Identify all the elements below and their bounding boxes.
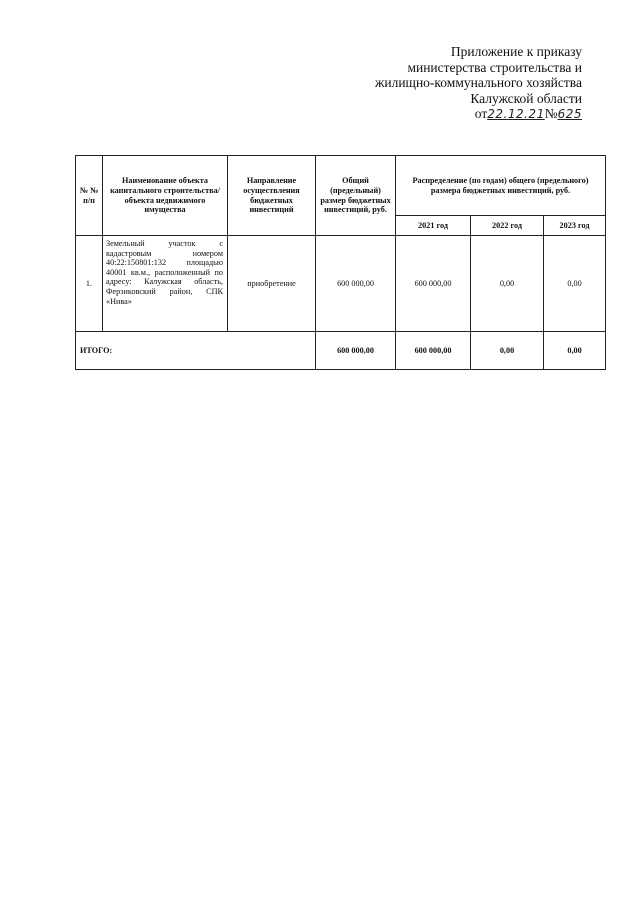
header-year-2022: 2022 год	[471, 216, 544, 236]
header-line-region: Калужской области	[470, 90, 582, 106]
header-num: № № п/п	[76, 156, 103, 236]
handwritten-date: 22.12.21	[487, 107, 545, 121]
total-label: ИТОГО:	[76, 332, 316, 370]
total-2021: 600 000,00	[396, 332, 471, 370]
total-2023: 0,00	[544, 332, 606, 370]
investment-table	[75, 155, 606, 370]
header-year-2023: 2023 год	[544, 216, 606, 236]
handwritten-number: 625	[557, 107, 582, 121]
date-prefix: от	[474, 106, 488, 121]
header-total: Общий (предельный) размер бюджетных инвестиций, руб.	[316, 156, 396, 236]
header-year-2021: 2021 год	[396, 216, 471, 236]
row-object-name: Земельный участок с кадастровым номером 40:22:150801:132 площадью 40001 кв.м., расположенный по адресу: Калужская область, Ферзиковский район, СПК «Нива»	[103, 236, 228, 332]
row-2023: 0,00	[544, 236, 606, 332]
header-line-appendix: Приложение к приказу	[450, 44, 582, 59]
row-2022: 0,00	[471, 236, 544, 332]
row-num: 1.	[76, 236, 103, 332]
header-line-department: жилищно-коммунального хозяйства	[375, 75, 582, 90]
row-2021: 600 000,00	[396, 236, 471, 332]
header-direction: Направление осуществления бюджетных инвестиций	[228, 156, 316, 236]
table-row	[76, 236, 606, 332]
total-sum: 600 000,00	[316, 332, 396, 370]
header-distribution: Распределение (по годам) общего (предельного) размера бюджетных инвестиций, руб.	[396, 156, 606, 216]
number-prefix: №	[544, 106, 558, 121]
document-header	[282, 44, 582, 123]
table-header-row	[76, 156, 606, 216]
header-line-ministry: министерства строительства и	[407, 59, 582, 75]
row-total: 600 000,00	[316, 236, 396, 332]
header-date-number	[282, 106, 582, 123]
total-2022: 0,00	[471, 332, 544, 370]
row-direction: приобретение	[228, 236, 316, 332]
header-object-name: Наименование объекта капитального строительства/объекта недвижимого имущества	[103, 156, 228, 236]
table-total-row	[76, 332, 606, 370]
